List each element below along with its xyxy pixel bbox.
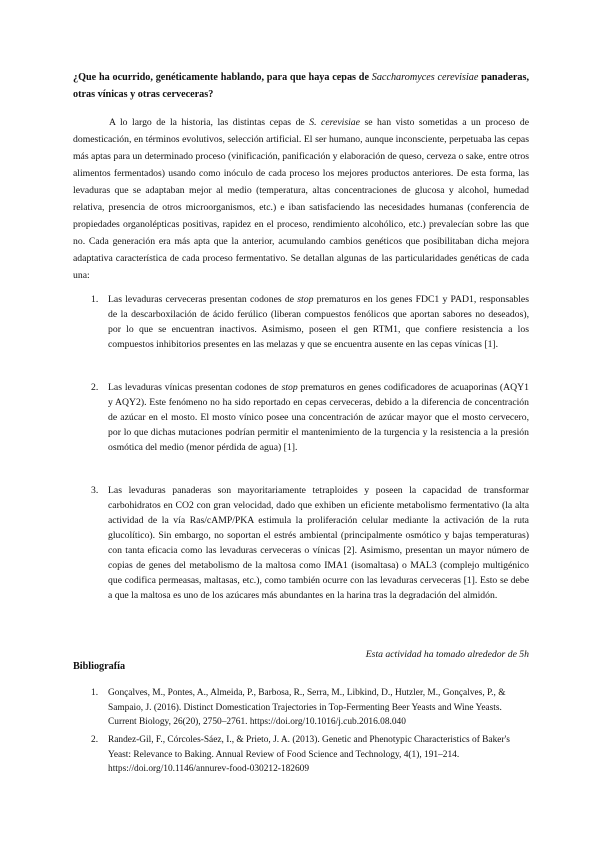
reference-item (73, 733, 529, 777)
question-suffix: panaderas, otras vínicas y otras cerveceras? (73, 72, 530, 100)
intro-species: S. cerevisiae (309, 117, 360, 128)
list-item-number: 1. (91, 294, 99, 305)
reference-item (73, 686, 529, 730)
reference-number: 2. (91, 735, 99, 745)
question-prefix: ¿Que ha ocurrido, genéticamente hablando, para que haya cepas de (73, 72, 372, 83)
reference-number: 1. (91, 688, 99, 698)
list-item-text (108, 380, 529, 455)
list-item-text (108, 292, 529, 352)
reference-text: Randez-Gil, F., Córcoles-Sáez, I., & Prieto, J. A. (2013). Genetic and Phenotypic Characteristics of Baker's Yeast: Relevance to Baking. Annual Review of Food Science and Technology, 4(1), 191–214. https://doi.org/10.1146/annurev-food-030212-182609 (108, 735, 510, 774)
list-item-text-2: prematuros en los genes FDC1 y PAD1, responsables de la descarboxilación de ácido ferúlico (liberan compuestos fenólicos que aportan sabores no deseados), por lo que se encuentran inactivos. Asimismo, poseen el gen RTM1, que confiere resistencia a los compuestos inhibitorios presentes en las melazas y que se encuentra ausente en las cepas vínicas [1]. (108, 294, 530, 350)
list-item-number: 3. (91, 485, 99, 496)
list-item-emphasis: stop (281, 382, 298, 393)
list-item-text-1: Las levaduras cerveceras presentan codones de (108, 294, 298, 305)
list-item (73, 380, 529, 455)
intro-paragraph (73, 114, 529, 284)
list-item (73, 483, 529, 603)
bibliography-heading: Bibliografía (73, 661, 126, 672)
list-item-text-1: Las levaduras panaderas son mayoritariamente tetraploides y poseen la capacidad de transformar carbohidratos en CO2 con gran velocidad, dado que exhiben un eficiente metabolismo fermentativo (la alta actividad de la vía Ras/cAMP/PKA estimula la proliferación celular mediante la activación de la ruta glucolítico). Sin embargo, no soportan el estrés ambiental (principalmente osmótico y bajas temperaturas) con tanta eficacia como las levaduras cerveceras o vínicas [2]. Asimismo, presentan un mayor número de copias de genes del metabolismo de la maltosa como IMA1 (isomaltasa) o MAL3 (complejo multigénico que codifica permeasas, maltasas, etc.), como también ocurre con las levaduras cerveceras [1]. Esto se debe a que la maltosa es uno de los azúcares más abundantes en la harina tras la degradación del almidón. (108, 485, 529, 601)
list-item-number: 2. (91, 382, 99, 393)
intro-text-2: se han visto sometidas a un proceso de domesticación, en términos evolutivos, selección artificial. El ser humano, aunque inconsciente, perpetuaba las cepas más aptas para un determinado proceso (vinificación, panificación y elaboración de queso, cerveza o sake, entre otros alimentos fermentados) usando como inóculo de cada proceso los mejores productos anteriores. De esta forma, las levaduras que se adaptaban mejor al medio (temperatura, altas concentraciones de glucosa y alcohol, humedad relativa, presencia de otros microorganismos, etc.) e iban satisfaciendo las necesidades humanas (conferencia de propiedades organolépticas positivas, rapidez en el proceso, rendimiento alcohólico, etc.) prevalecían sobre las que no. Cada generación era más apta que la anterior, acumulando cambios genéticos que posibilitaban dicha mejora adaptativa característica de cada proceso fermentativo. Se detallan algunas de las particularidades genéticas de cada una: (73, 117, 530, 281)
list-item-text-2: prematuros en genes codificadores de acuaporinas (AQY1 y AQY2). Este fenómeno no ha sido reportado en cepas cerveceras, debido a la diferencia de concentración de azúcar en el mosto. El mosto vínico posee una concentración de azúcar mayor que el mosto cervecero, por lo que dichas mutaciones podrían permitir el mantenimiento de la turgencia y la resistencia a la presión osmótica del medio (menor pérdida de agua) [1]. (108, 382, 529, 453)
list-item-emphasis: stop (297, 294, 314, 305)
question-species: Saccharomyces cerevisiae (371, 72, 479, 83)
reference-text: Gonçalves, M., Pontes, A., Almeida, P., Barbosa, R., Serra, M., Libkind, D., Hutzler, M., Gonçalves, P., & Sampaio, J. (2016). Distinct Domestication Trajectories in Top-Fermenting Beer Yeasts and Wine Yeasts. Current Biology, 26(20), 2750–2761. https://doi.org/10.1016/j.cub.2016.08.040 (108, 688, 506, 727)
list-item (73, 292, 529, 352)
time-note: Esta actividad ha tomado alrededor de 5h (365, 649, 529, 660)
list-item-text (108, 483, 529, 603)
list-item-text-1: Las levaduras vínicas presentan codones de (108, 382, 282, 393)
question-heading (73, 69, 529, 103)
intro-text-1: A lo largo de la historia, las distintas cepas de (109, 117, 310, 128)
